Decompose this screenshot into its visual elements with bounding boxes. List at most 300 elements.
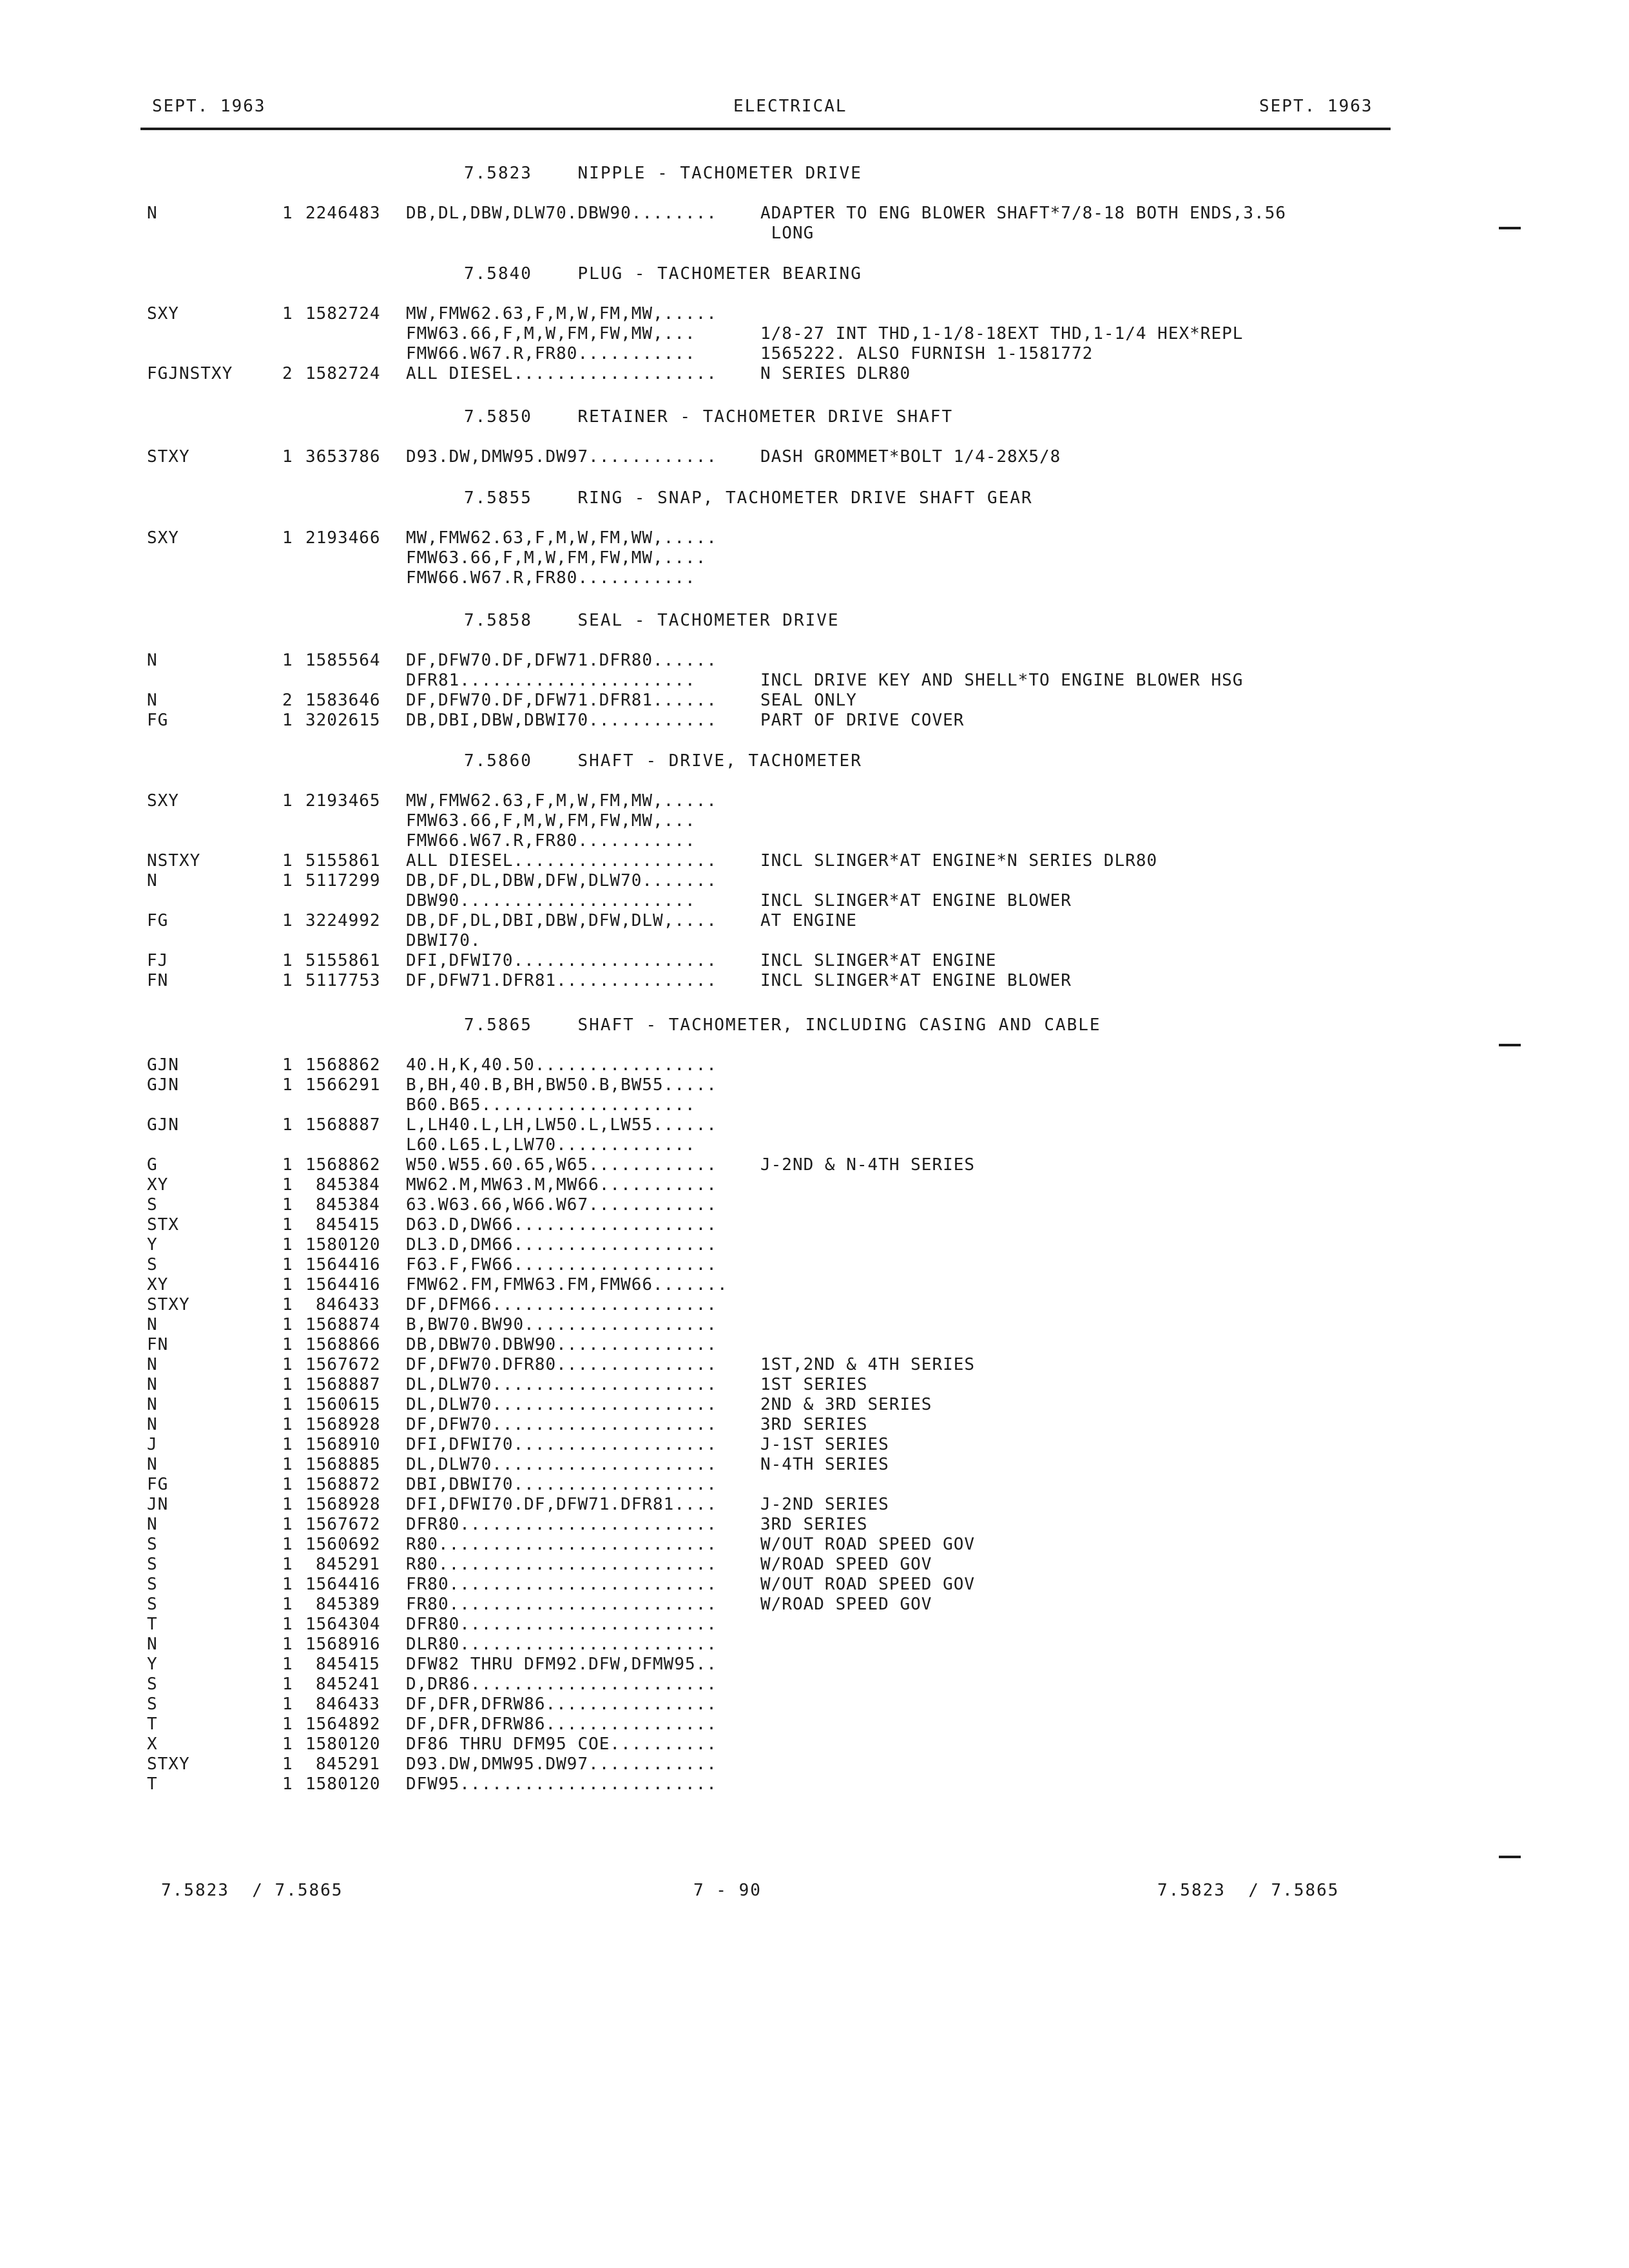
application: DB,DL,DBW,DLW70.DBW90........ xyxy=(406,204,717,223)
quantity: 1 xyxy=(282,971,293,990)
part-number: 845291 xyxy=(316,1754,380,1774)
model-code: STXY xyxy=(147,1295,190,1314)
parts-row xyxy=(0,1235,1629,1254)
application: L,LH40.L,LH,LW50.L,LW55...... xyxy=(406,1115,717,1135)
quantity: 1 xyxy=(282,1635,293,1654)
part-number: 1583646 xyxy=(305,691,381,710)
remarks: AT ENGINE xyxy=(760,911,857,930)
application: MW62.M,MW63.M,MW66........... xyxy=(406,1175,717,1195)
application: DB,DF,DL,DBI,DBW,DFW,DLW,.... xyxy=(406,911,717,930)
quantity: 1 xyxy=(282,447,293,466)
part-number: 1567672 xyxy=(305,1355,381,1374)
application: DF,DFW70.DFR80............... xyxy=(406,1355,717,1374)
application: F63.F,FW66................... xyxy=(406,1255,717,1274)
quantity: 1 xyxy=(282,1575,293,1594)
model-code: XY xyxy=(147,1275,169,1294)
part-number: 1564416 xyxy=(305,1275,381,1294)
quantity: 1 xyxy=(282,1315,293,1334)
parts-row xyxy=(0,1535,1629,1554)
parts-row xyxy=(0,891,1629,910)
parts-row xyxy=(0,1475,1629,1494)
parts-row xyxy=(0,1575,1629,1594)
application: DF,DFR,DFRW86................ xyxy=(406,1695,717,1714)
quantity: 1 xyxy=(282,1615,293,1634)
model-code: S xyxy=(147,1555,158,1574)
quantity: 1 xyxy=(282,851,293,870)
section-title: 7.5858 SEAL - TACHOMETER DRIVE xyxy=(464,611,840,630)
part-number: 1580120 xyxy=(305,1735,381,1754)
parts-row xyxy=(0,1275,1629,1294)
model-code: N xyxy=(147,1395,158,1414)
parts-row xyxy=(0,344,1629,363)
model-code: N xyxy=(147,871,158,890)
remarks: LONG xyxy=(760,224,815,243)
quantity: 1 xyxy=(282,1495,293,1514)
quantity: 1 xyxy=(282,1535,293,1554)
parts-row xyxy=(0,1115,1629,1135)
model-code: N xyxy=(147,204,158,223)
remarks: 1ST SERIES xyxy=(760,1375,868,1394)
remarks: N SERIES DLR80 xyxy=(760,364,911,383)
application: DB,DF,DL,DBW,DFW,DLW70....... xyxy=(406,871,717,890)
part-number: 1582724 xyxy=(305,304,381,323)
part-number: 1580120 xyxy=(305,1235,381,1254)
parts-row xyxy=(0,1195,1629,1215)
application: DFI,DFWI70.DF,DFW71.DFR81.... xyxy=(406,1495,717,1514)
part-number: 1568885 xyxy=(305,1455,381,1474)
parts-row xyxy=(0,1335,1629,1354)
part-number: 5117753 xyxy=(305,971,381,990)
application: B,BW70.BW90.................. xyxy=(406,1315,717,1334)
parts-row xyxy=(0,1395,1629,1414)
quantity: 2 xyxy=(282,364,293,383)
parts-row xyxy=(0,447,1629,466)
parts-row xyxy=(0,548,1629,568)
model-code: SXY xyxy=(147,528,179,548)
parts-row xyxy=(0,204,1629,223)
application: D,DR86....................... xyxy=(406,1675,717,1694)
remarks: 1/8-27 INT THD,1-1/8-18EXT THD,1-1/4 HEX*REPL xyxy=(760,324,1244,343)
model-code: FG xyxy=(147,711,169,730)
application: FMW66.W67.R,FR80........... xyxy=(406,344,696,363)
model-code: S xyxy=(147,1675,158,1694)
parts-row xyxy=(0,1595,1629,1614)
quantity: 1 xyxy=(282,1475,293,1494)
model-code: FN xyxy=(147,1335,169,1354)
header-center: ELECTRICAL xyxy=(733,97,847,116)
part-number: 845241 xyxy=(316,1675,380,1694)
model-code: S xyxy=(147,1255,158,1274)
margin-mark xyxy=(1499,1856,1521,1858)
part-number: 1568862 xyxy=(305,1155,381,1175)
parts-row xyxy=(0,224,1629,243)
application: L60.L65.L,LW70............. xyxy=(406,1135,696,1155)
parts-row xyxy=(0,1355,1629,1374)
model-code: X xyxy=(147,1735,158,1754)
remarks: W/OUT ROAD SPEED GOV xyxy=(760,1575,976,1594)
application: DFR80........................ xyxy=(406,1615,717,1634)
remarks: 1565222. ALSO FURNISH 1-1581772 xyxy=(760,344,1094,363)
application: DLR80........................ xyxy=(406,1635,717,1654)
model-code: N xyxy=(147,691,158,710)
parts-row xyxy=(0,528,1629,548)
application: ALL DIESEL................... xyxy=(406,364,717,383)
model-code: N xyxy=(147,1515,158,1534)
footer-right: 7.5823 / 7.5865 xyxy=(1157,1881,1340,1900)
quantity: 1 xyxy=(282,1155,293,1175)
remarks: INCL SLINGER*AT ENGINE*N SERIES DLR80 xyxy=(760,851,1158,870)
remarks: INCL SLINGER*AT ENGINE xyxy=(760,951,997,970)
part-number: 845384 xyxy=(316,1195,380,1215)
quantity: 1 xyxy=(282,1735,293,1754)
remarks: INCL DRIVE KEY AND SHELL*TO ENGINE BLOWER HSG xyxy=(760,671,1244,690)
part-number: 5117299 xyxy=(305,871,381,890)
section-title: 7.5840 PLUG - TACHOMETER BEARING xyxy=(464,264,862,284)
application: DL,DLW70..................... xyxy=(406,1395,717,1414)
quantity: 1 xyxy=(282,1075,293,1095)
quantity: 1 xyxy=(282,204,293,223)
quantity: 1 xyxy=(282,651,293,670)
model-code: STXY xyxy=(147,447,190,466)
parts-row xyxy=(0,1375,1629,1394)
application: DBI,DBWI70................... xyxy=(406,1475,717,1494)
quantity: 1 xyxy=(282,1115,293,1135)
model-code: FGJNSTXY xyxy=(147,364,233,383)
quantity: 1 xyxy=(282,791,293,811)
parts-row xyxy=(0,1135,1629,1155)
application: MW,FMW62.63,F,M,W,FM,MW,..... xyxy=(406,791,717,811)
model-code: T xyxy=(147,1615,158,1634)
application: DF,DFW70.DF,DFW71.DFR80...... xyxy=(406,651,717,670)
quantity: 1 xyxy=(282,1774,293,1794)
quantity: 1 xyxy=(282,1335,293,1354)
application: 63.W63.66,W66.W67............ xyxy=(406,1195,717,1215)
part-number: 1568928 xyxy=(305,1415,381,1434)
quantity: 1 xyxy=(282,1235,293,1254)
application: DF,DFW71.DFR81............... xyxy=(406,971,717,990)
quantity: 1 xyxy=(282,1195,293,1215)
parts-row xyxy=(0,951,1629,970)
quantity: 1 xyxy=(282,1175,293,1195)
model-code: STXY xyxy=(147,1754,190,1774)
model-code: T xyxy=(147,1774,158,1794)
part-number: 1568866 xyxy=(305,1335,381,1354)
application: DF,DFW70.DF,DFW71.DFR81...... xyxy=(406,691,717,710)
quantity: 1 xyxy=(282,1415,293,1434)
remarks: 1ST,2ND & 4TH SERIES xyxy=(760,1355,976,1374)
model-code: J xyxy=(147,1435,158,1454)
part-number: 5155861 xyxy=(305,951,381,970)
parts-row xyxy=(0,1615,1629,1634)
parts-row xyxy=(0,304,1629,323)
parts-row xyxy=(0,1515,1629,1534)
model-code: S xyxy=(147,1695,158,1714)
section-title: 7.5860 SHAFT - DRIVE, TACHOMETER xyxy=(464,751,862,771)
model-code: N xyxy=(147,1315,158,1334)
parts-row xyxy=(0,931,1629,950)
part-number: 1580120 xyxy=(305,1774,381,1794)
model-code: FG xyxy=(147,1475,169,1494)
application: MW,FMW62.63,F,M,W,FM,MW,..... xyxy=(406,304,717,323)
quantity: 1 xyxy=(282,1555,293,1574)
model-code: G xyxy=(147,1155,158,1175)
model-code: NSTXY xyxy=(147,851,201,870)
quantity: 1 xyxy=(282,1754,293,1774)
quantity: 1 xyxy=(282,1715,293,1734)
part-number: 1560692 xyxy=(305,1535,381,1554)
remarks: INCL SLINGER*AT ENGINE BLOWER xyxy=(760,971,1072,990)
model-code: SXY xyxy=(147,791,179,811)
application: 40.H,K,40.50................. xyxy=(406,1055,717,1075)
model-code: S xyxy=(147,1595,158,1614)
model-code: S xyxy=(147,1195,158,1215)
part-number: 1566291 xyxy=(305,1075,381,1095)
section-title: 7.5865 SHAFT - TACHOMETER, INCLUDING CASING AND CABLE xyxy=(464,1015,1101,1035)
application: FMW63.66,F,M,W,FM,FW,MW,.... xyxy=(406,548,707,568)
parts-row xyxy=(0,911,1629,930)
model-code: GJN xyxy=(147,1055,179,1075)
application: DBWI70. xyxy=(406,931,481,950)
quantity: 1 xyxy=(282,1375,293,1394)
part-number: 1582724 xyxy=(305,364,381,383)
part-number: 846433 xyxy=(316,1695,380,1714)
model-code: Y xyxy=(147,1655,158,1674)
parts-row xyxy=(0,1735,1629,1754)
parts-row xyxy=(0,1055,1629,1075)
application: DFI,DFWI70................... xyxy=(406,1435,717,1454)
remarks: W/ROAD SPEED GOV xyxy=(760,1595,932,1614)
parts-row xyxy=(0,831,1629,850)
part-number: 1564892 xyxy=(305,1715,381,1734)
section-title: 7.5855 RING - SNAP, TACHOMETER DRIVE SHAFT GEAR xyxy=(464,488,1033,508)
part-number: 1585564 xyxy=(305,651,381,670)
application: DB,DBW70.DBW90............... xyxy=(406,1335,717,1354)
application: D93.DW,DMW95.DW97............ xyxy=(406,1754,717,1774)
remarks: 2ND & 3RD SERIES xyxy=(760,1395,932,1414)
part-number: 2193466 xyxy=(305,528,381,548)
model-code: N xyxy=(147,1375,158,1394)
application: DFI,DFWI70................... xyxy=(406,951,717,970)
quantity: 2 xyxy=(282,691,293,710)
parts-row xyxy=(0,1155,1629,1175)
part-number: 1564416 xyxy=(305,1575,381,1594)
quantity: 1 xyxy=(282,1515,293,1534)
parts-row xyxy=(0,791,1629,811)
remarks: J-2ND SERIES xyxy=(760,1495,889,1514)
footer-page-number: 7 - 90 xyxy=(693,1881,762,1900)
model-code: FN xyxy=(147,971,169,990)
part-number: 1560615 xyxy=(305,1395,381,1414)
model-code: N xyxy=(147,1355,158,1374)
section-title: 7.5823 NIPPLE - TACHOMETER DRIVE xyxy=(464,164,862,183)
quantity: 1 xyxy=(282,1595,293,1614)
parts-row xyxy=(0,1255,1629,1274)
model-code: GJN xyxy=(147,1075,179,1095)
application: DFW82 THRU DFM92.DFW,DFMW95.. xyxy=(406,1655,717,1674)
model-code: SXY xyxy=(147,304,179,323)
model-code: S xyxy=(147,1535,158,1554)
part-number: 1568910 xyxy=(305,1435,381,1454)
parts-row xyxy=(0,1215,1629,1235)
remarks: SEAL ONLY xyxy=(760,691,857,710)
application: DF,DFR,DFRW86................ xyxy=(406,1715,717,1734)
part-number: 3653786 xyxy=(305,447,381,466)
application: DFW95........................ xyxy=(406,1774,717,1794)
model-code: GJN xyxy=(147,1115,179,1135)
application: MW,FMW62.63,F,M,W,FM,WW,..... xyxy=(406,528,717,548)
part-number: 3202615 xyxy=(305,711,381,730)
application: FMW66.W67.R,FR80........... xyxy=(406,568,696,588)
quantity: 1 xyxy=(282,1215,293,1235)
model-code: XY xyxy=(147,1175,169,1195)
model-code: N xyxy=(147,1415,158,1434)
parts-row xyxy=(0,711,1629,730)
parts-row xyxy=(0,1455,1629,1474)
footer-left: 7.5823 / 7.5865 xyxy=(161,1881,343,1900)
parts-row xyxy=(0,1175,1629,1195)
parts-row xyxy=(0,364,1629,383)
application: DF86 THRU DFM95 COE.......... xyxy=(406,1735,717,1754)
application: DL3.D,DM66................... xyxy=(406,1235,717,1254)
part-number: 1568887 xyxy=(305,1115,381,1135)
quantity: 1 xyxy=(282,1355,293,1374)
application: R80.......................... xyxy=(406,1555,717,1574)
remarks: ADAPTER TO ENG BLOWER SHAFT*7/8-18 BOTH ENDS,3.56 xyxy=(760,204,1287,223)
part-number: 1568916 xyxy=(305,1635,381,1654)
parts-row xyxy=(0,568,1629,588)
application: FMW62.FM,FMW63.FM,FMW66....... xyxy=(406,1275,728,1294)
quantity: 1 xyxy=(282,1275,293,1294)
application: DFR80........................ xyxy=(406,1515,717,1534)
application: FMW63.66,F,M,W,FM,FW,MW,... xyxy=(406,811,696,831)
part-number: 1568928 xyxy=(305,1495,381,1514)
parts-row xyxy=(0,811,1629,831)
quantity: 1 xyxy=(282,1055,293,1075)
parts-row xyxy=(0,671,1629,690)
parts-row xyxy=(0,1675,1629,1694)
application: D63.D,DW66................... xyxy=(406,1215,717,1235)
model-code: STX xyxy=(147,1215,179,1235)
parts-row xyxy=(0,1435,1629,1454)
part-number: 846433 xyxy=(316,1295,380,1314)
application: ALL DIESEL................... xyxy=(406,851,717,870)
section-title: 7.5850 RETAINER - TACHOMETER DRIVE SHAFT xyxy=(464,407,954,427)
parts-row xyxy=(0,1415,1629,1434)
parts-row xyxy=(0,1075,1629,1095)
application: DFR81...................... xyxy=(406,671,696,690)
part-number: 1564304 xyxy=(305,1615,381,1634)
remarks: W/ROAD SPEED GOV xyxy=(760,1555,932,1574)
part-number: 845384 xyxy=(316,1175,380,1195)
margin-mark xyxy=(1499,227,1521,229)
remarks: PART OF DRIVE COVER xyxy=(760,711,965,730)
remarks: INCL SLINGER*AT ENGINE BLOWER xyxy=(760,891,1072,910)
parts-row xyxy=(0,691,1629,710)
part-number: 845415 xyxy=(316,1215,380,1235)
application: D93.DW,DMW95.DW97............ xyxy=(406,447,717,466)
part-number: 1568862 xyxy=(305,1055,381,1075)
header-left: SEPT. 1963 xyxy=(152,97,266,116)
parts-row xyxy=(0,1715,1629,1734)
model-code: N xyxy=(147,1635,158,1654)
remarks: 3RD SERIES xyxy=(760,1515,868,1534)
model-code: FJ xyxy=(147,951,169,970)
model-code: FG xyxy=(147,911,169,930)
quantity: 1 xyxy=(282,304,293,323)
parts-row xyxy=(0,851,1629,870)
parts-row xyxy=(0,324,1629,343)
application: B,BH,40.B,BH,BW50.B,BW55..... xyxy=(406,1075,717,1095)
quantity: 1 xyxy=(282,1255,293,1274)
model-code: N xyxy=(147,1455,158,1474)
parts-row xyxy=(0,1315,1629,1334)
remarks: DASH GROMMET*BOLT 1/4-28X5/8 xyxy=(760,447,1061,466)
remarks: N-4TH SERIES xyxy=(760,1455,889,1474)
margin-mark xyxy=(1499,1044,1521,1046)
parts-row xyxy=(0,871,1629,890)
application: DL,DLW70..................... xyxy=(406,1375,717,1394)
application: FR80......................... xyxy=(406,1595,717,1614)
application: DL,DLW70..................... xyxy=(406,1455,717,1474)
quantity: 1 xyxy=(282,951,293,970)
remarks: 3RD SERIES xyxy=(760,1415,868,1434)
quantity: 1 xyxy=(282,911,293,930)
quantity: 1 xyxy=(282,871,293,890)
application: FMW66.W67.R,FR80........... xyxy=(406,831,696,850)
part-number: 845291 xyxy=(316,1555,380,1574)
part-number: 3224992 xyxy=(305,911,381,930)
application: DBW90...................... xyxy=(406,891,696,910)
quantity: 1 xyxy=(282,1395,293,1414)
application: DF,DFM66..................... xyxy=(406,1295,717,1314)
parts-row xyxy=(0,1754,1629,1774)
part-number: 845389 xyxy=(316,1595,380,1614)
application: FR80......................... xyxy=(406,1575,717,1594)
application: DF,DFW70..................... xyxy=(406,1415,717,1434)
application: B60.B65.................... xyxy=(406,1095,696,1115)
header-rule xyxy=(140,128,1391,130)
quantity: 1 xyxy=(282,711,293,730)
quantity: 1 xyxy=(282,1435,293,1454)
part-number: 5155861 xyxy=(305,851,381,870)
parts-row xyxy=(0,1774,1629,1794)
part-number: 845415 xyxy=(316,1655,380,1674)
application: FMW63.66,F,M,W,FM,FW,MW,... xyxy=(406,324,696,343)
remarks: J-2ND & N-4TH SERIES xyxy=(760,1155,976,1175)
model-code: JN xyxy=(147,1495,169,1514)
application: R80.......................... xyxy=(406,1535,717,1554)
parts-row xyxy=(0,651,1629,670)
model-code: Y xyxy=(147,1235,158,1254)
parts-row xyxy=(0,1695,1629,1714)
quantity: 1 xyxy=(282,1675,293,1694)
application: W50.W55.60.65,W65............ xyxy=(406,1155,717,1175)
model-code: T xyxy=(147,1715,158,1734)
part-number: 1568887 xyxy=(305,1375,381,1394)
model-code: S xyxy=(147,1575,158,1594)
parts-row xyxy=(0,1295,1629,1314)
parts-row xyxy=(0,1635,1629,1654)
quantity: 1 xyxy=(282,1455,293,1474)
remarks: J-1ST SERIES xyxy=(760,1435,889,1454)
part-number: 1567672 xyxy=(305,1515,381,1534)
parts-row xyxy=(0,971,1629,990)
part-number: 2246483 xyxy=(305,204,381,223)
part-number: 1564416 xyxy=(305,1255,381,1274)
application: DB,DBI,DBW,DBWI70............ xyxy=(406,711,717,730)
part-number: 2193465 xyxy=(305,791,381,811)
part-number: 1568874 xyxy=(305,1315,381,1334)
